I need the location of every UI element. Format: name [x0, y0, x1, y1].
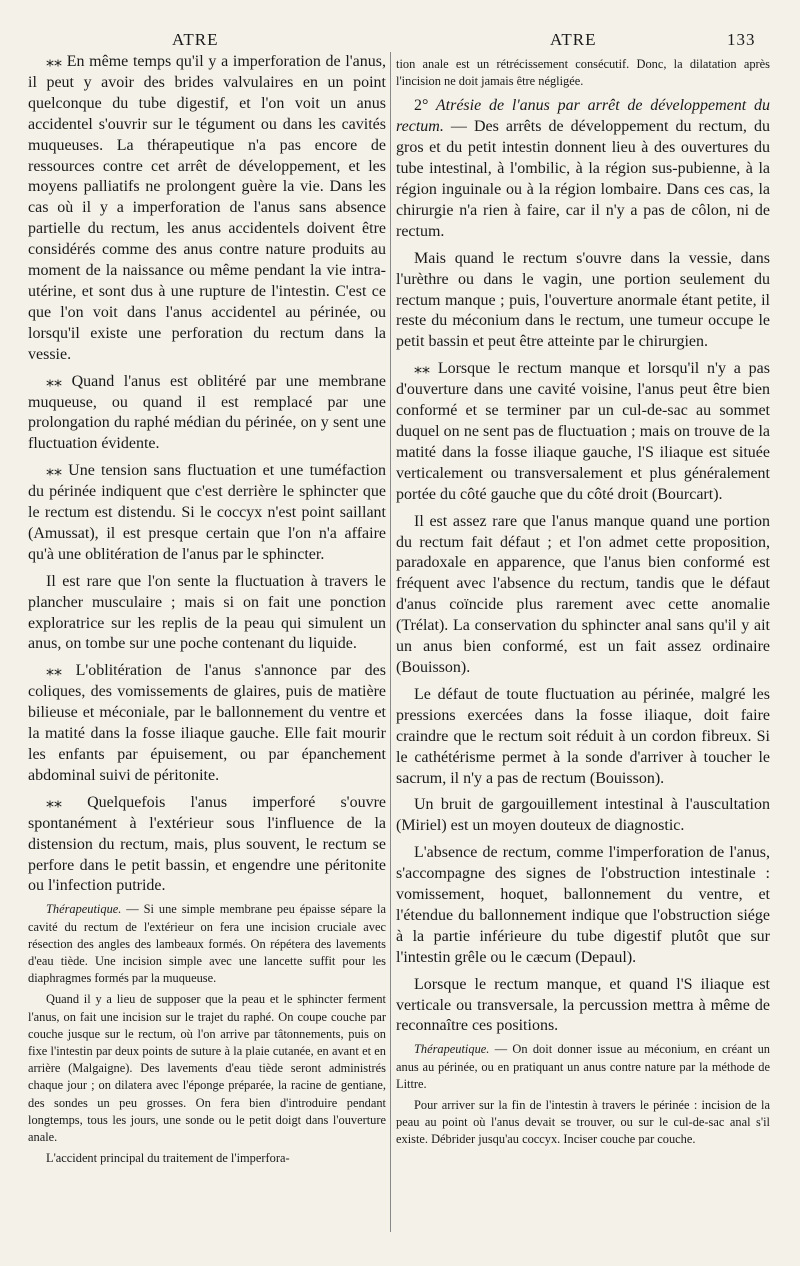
paragraph-text: Lorsque le rectum manque, et quand l'S iliaque est verticale ou transversale, la percussion mettra à même de reconnaître ces positions.: [396, 975, 770, 1035]
paragraph-text: — Des arrêts de développement du rectum, du gros et du petit intestin donnent lieu à des ouvertures du tube intestinal, à l'ombilic, à la région sus-pubienne, à la région inguinale ou à la région lombaire. Dans ces cas, la chirurgie n'a rien à faire, car il n'y a pas de côlon, ni de rectum.: [396, 118, 770, 240]
paragraph-text: — On doit donner issue au méconium, en créant un anus au périnée, ou en pratiquant un anus contre nature par la méthode de Littre.: [396, 1042, 770, 1091]
italic-heading: Thérapeutique.: [414, 1042, 490, 1057]
paragraph-text: L'absence de rectum, comme l'imperforation de l'anus, s'accompagne des signes de l'obstruction intestinale : vomissement, hoquet, ballonnement du ventre, et l'étendue du ballonnement indique que l'obstruction siége à la partie inférieure du tube digestif plutôt que sur l'intestin grêle ou le cæcum (Depaul).: [396, 844, 770, 966]
left-column: [28, 52, 386, 1252]
right-running-title: ATRE: [550, 30, 597, 49]
paragraph: [28, 793, 386, 898]
paragraph: [28, 991, 386, 1146]
paragraph: [28, 572, 386, 656]
paragraph-text: ⁎⁎ Quelquefois l'anus imperforé s'ouvre spontanément à l'extérieur sous l'influence de la distension du rectum, mais, plus souvent, le rectum se perfore dans le petit bassin, et engendre une péritonite ou l'infection putride.: [28, 793, 386, 895]
paragraph-text: ⁎⁎ Lorsque le rectum manque et lorsqu'il n'y a pas d'ouverture dans une cavité voisine, l'anus peut être bien conformé et se terminer par un cul-de-sac au sommet duquel on ne sent pas de fluctuation ; mais on trouve de la matité dans la fosse iliaque gauche, l'S iliaque est située verticalement ou transversalement et plus généralement portée du côté gauche que du côté droit (Bourcart).: [396, 360, 770, 503]
paragraph-text: ⁎⁎ L'oblitération de l'anus s'annonce par des coliques, des vomissements de glaires, puis de matière bilieuse et méconiale, par le ballonnement du ventre et la matité dans la fosse iliaque gauche. Elle fait mourir les enfants par épuisement, ou par épanchement abdominal suivi de péritonite.: [28, 662, 386, 784]
paragraph: [396, 359, 770, 505]
paragraph: [28, 372, 386, 456]
paragraph-text: ⁎⁎ En même temps qu'il y a imperforation de l'anus, il peut y avoir des brides valvulaires en un point quelconque du tube digestif, et l'on voit un anus accidentel s'ouvrir sur le tégument ou dans les cavités muqueuses. La thérapeutique n'a pas encore de ressources contre cet arrêt de développement, et les moyens palliatifs ne prolongent guère la vie. Dans les cas où il y a imperforation de l'anus sans absence partielle du rectum, les anus accidentels doivent être considérés comme des anus contre nature produits au moment de la naissance ou même pendant la vie intra-utérine, et sont dus à une rupture de l'intestin. C'est ce que l'on voit dans l'anus accidentel au périnée, ou lorsqu'il existe une perforation du rectum dans la vessie.: [28, 53, 386, 363]
paragraph-text: Pour arriver sur la fin de l'intestin à travers le périnée : incision de la peau au point où l'anus devait se trouver, ou sur le cul-de-sac anal s'il existe. Débrider jusqu'au coccyx. Inciser couche par couche.: [396, 1097, 770, 1147]
paragraph-text: ⁎⁎ Quand l'anus est oblitéré par une membrane muqueuse, ou quand il est remplacé par une prolongation du raphé médian du périnée, on y sent une fluctuation évidente.: [28, 372, 386, 453]
paragraph-text: Il est rare que l'on sente la fluctuation à travers le plancher musculaire ; mais si on fait une ponction exploratrice sur les replis de la peau qui simulent un anus, on tombe sur une poche contenant du liquide.: [28, 572, 386, 653]
italic-heading: Thérapeutique.: [46, 902, 122, 917]
paragraph: [28, 52, 386, 366]
paragraph-text: Le défaut de toute fluctuation au périnée, malgré les pressions exercées dans la fosse iliaque, doit faire craindre que le rectum soit réduit à un cordon fibreux. Si le cathétérisme permet à la sonde d'arriver à toucher le sacrum, il n'y a pas de rectum (Bouisson).: [396, 685, 770, 787]
paragraph: [396, 1097, 770, 1149]
right-column: [396, 52, 770, 1252]
paragraph-text: Quand il y a lieu de supposer que la peau et le sphincter ferment l'anus, on fait une incision sur le trajet du raphé. On coupe couche par couche jusque sur le rectum, où l'on arrive par tâtonnements, puis on fixe l'intestin par deux points de suture à la plaie cutanée, en avant et en arrière (Malgaigne). Des lavements d'eau tiède seront administrés chaque jour ; on dilatera avec l'éponge préparée, la racine de gentiane, des sondes un peu grosses. On fera bien d'introduire pendant longtemps, tous les jours, une sonde ou le petit doigt dans l'ouverture anale.: [28, 992, 386, 1144]
running-header: [0, 30, 800, 54]
paragraph-text: L'accident principal du traitement de l'imperfora-: [46, 1151, 290, 1166]
paragraph: [396, 1041, 770, 1093]
paragraph: [28, 1150, 386, 1167]
paragraph: [396, 843, 770, 968]
paragraph: [396, 685, 770, 790]
section-number: 2°: [414, 97, 429, 115]
paragraph: [396, 56, 770, 90]
paragraph-text: Il est assez rare que l'anus manque quand une portion du rectum fait défaut ; et l'on admet cette proposition, paradoxale en apparence, que l'anus bien conformé est fréquent avec l'absence du rectum, tandis que le défaut d'anus coïncide plus rarement avec cette anomalie (Trélat). La conservation du sphincter anal sans qu'il y ait un anus bien conformé, est un fait assez ordinaire (Bouisson).: [396, 512, 770, 676]
italic-heading: Atrésie de l'anus par arrêt de développement du rectum.: [396, 97, 770, 136]
page-number: 133: [727, 30, 756, 49]
paragraph-text: — Si une simple membrane peu épaisse sépare la cavité du rectum de l'extérieur on fera une incision cruciale avec résection des angles des lambeaux formés. On répétera des lavements d'eau tiède. Une incision simple avec une lancette suffit pour les diaphragmes formés par la muqueuse.: [28, 902, 386, 986]
left-running-title: ATRE: [172, 30, 219, 49]
paragraph: [396, 975, 770, 1038]
paragraph: [396, 512, 770, 679]
paragraph: [396, 795, 770, 837]
paragraph: [28, 901, 386, 987]
paragraph: [28, 461, 386, 566]
paragraph-text: ⁎⁎ Une tension sans fluctuation et une tuméfaction du périnée indiquent que c'est derrière le sphincter que le rectum est distendu. Si le coccyx n'est point saillant (Amussat), il est presque certain que l'on n'a affaire qu'à une oblitération de l'anus par le sphincter.: [28, 462, 386, 563]
paragraph: [396, 96, 770, 242]
paragraph-text: tion anale est un rétrécissement consécutif. Donc, la dilatation après l'incision ne doit jamais être négligée.: [396, 57, 770, 89]
paragraph-text: Mais quand le rectum s'ouvre dans la vessie, dans l'urèthre ou dans le vagin, une portion seulement du rectum manque ; puis, l'ouverture anormale étant petite, il reste du méconium dans le rectum, une tumeur occupe le petit bassin et peut être atteinte par le chirurgien.: [396, 249, 770, 351]
column-divider: [390, 52, 391, 1232]
paragraph: [28, 661, 386, 786]
paragraph: [396, 249, 770, 354]
paragraph-text: Un bruit de gargouillement intestinal à l'auscultation (Miriel) est un moyen douteux de diagnostic.: [396, 796, 770, 835]
